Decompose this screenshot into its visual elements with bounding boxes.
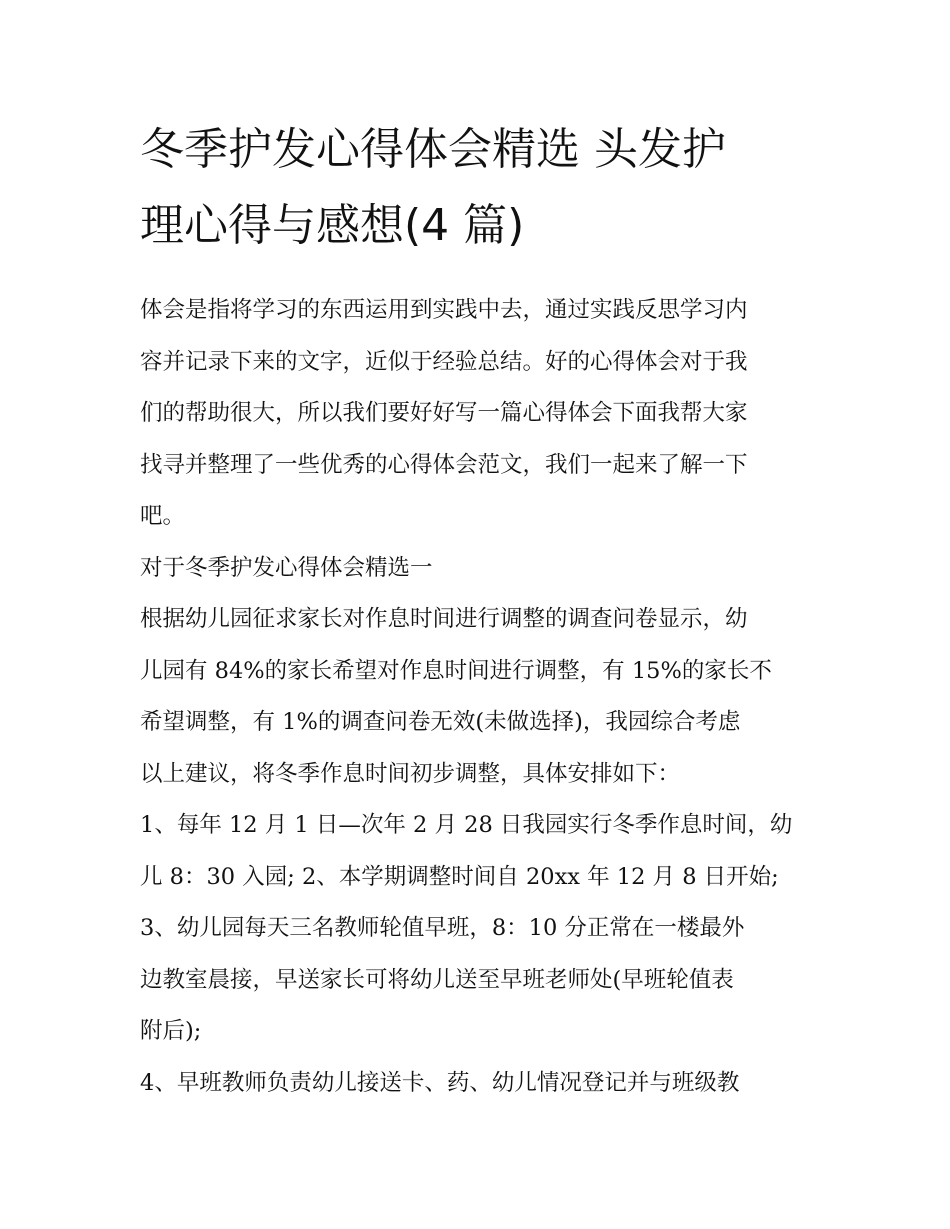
list-item: 边教室晨接，早送家长可将幼儿送至早班老师处(早班轮值表 xyxy=(140,966,734,993)
body-line: 希望调整，有 1%的调查问卷无效(未做选择)，我园综合考虑 xyxy=(140,709,741,735)
body-line: 儿园有 84%的家长希望对作息时间进行调整，有 15%的家长不 xyxy=(140,657,772,684)
document-body xyxy=(140,285,812,1109)
body-line: 体会是指将学习的东西运用到实践中去，通过实践反思学习内 xyxy=(140,297,748,323)
body-line: 根据幼儿园征求家长对作息时间进行调整的调查问卷显示，幼 xyxy=(140,606,748,632)
list-item: 1、每年 12 月 1 日—次年 2 月 28 日我园实行冬季作息时间，幼 xyxy=(140,812,793,838)
list-item: 3、幼儿园每天三名教师轮值早班，8：10 分正常在一楼最外 xyxy=(140,915,745,941)
body-line: 们的帮助很大，所以我们要好好写一篇心得体会下面我帮大家 xyxy=(140,400,748,426)
document-page xyxy=(140,112,812,1109)
list-item: 儿 8：30 入园; 2、本学期调整时间自 20xx 年 12 月 8 日开始; xyxy=(140,863,779,890)
document-title xyxy=(140,112,812,264)
title-line-1: 冬季护发心得体会精选 头发护 xyxy=(140,124,726,175)
body-line: 以上建议，将冬季作息时间初步调整，具体安排如下： xyxy=(140,760,681,787)
body-line: 容并记录下来的文字，近似于经验总结。好的心得体会对于我 xyxy=(140,348,748,375)
body-line: 吧。 xyxy=(140,503,186,529)
body-line: 找寻并整理了一些优秀的心得体会范文，我们一起来了解一下 xyxy=(140,451,748,478)
list-item: 附后); xyxy=(140,1018,202,1044)
section-heading: 对于冬季护发心得体会精选一 xyxy=(140,554,433,581)
list-item: 4、早班教师负责幼儿接送卡、药、幼儿情况登记并与班级教 xyxy=(140,1069,740,1096)
title-line-2: 理心得与感想(4 篇) xyxy=(140,200,525,251)
